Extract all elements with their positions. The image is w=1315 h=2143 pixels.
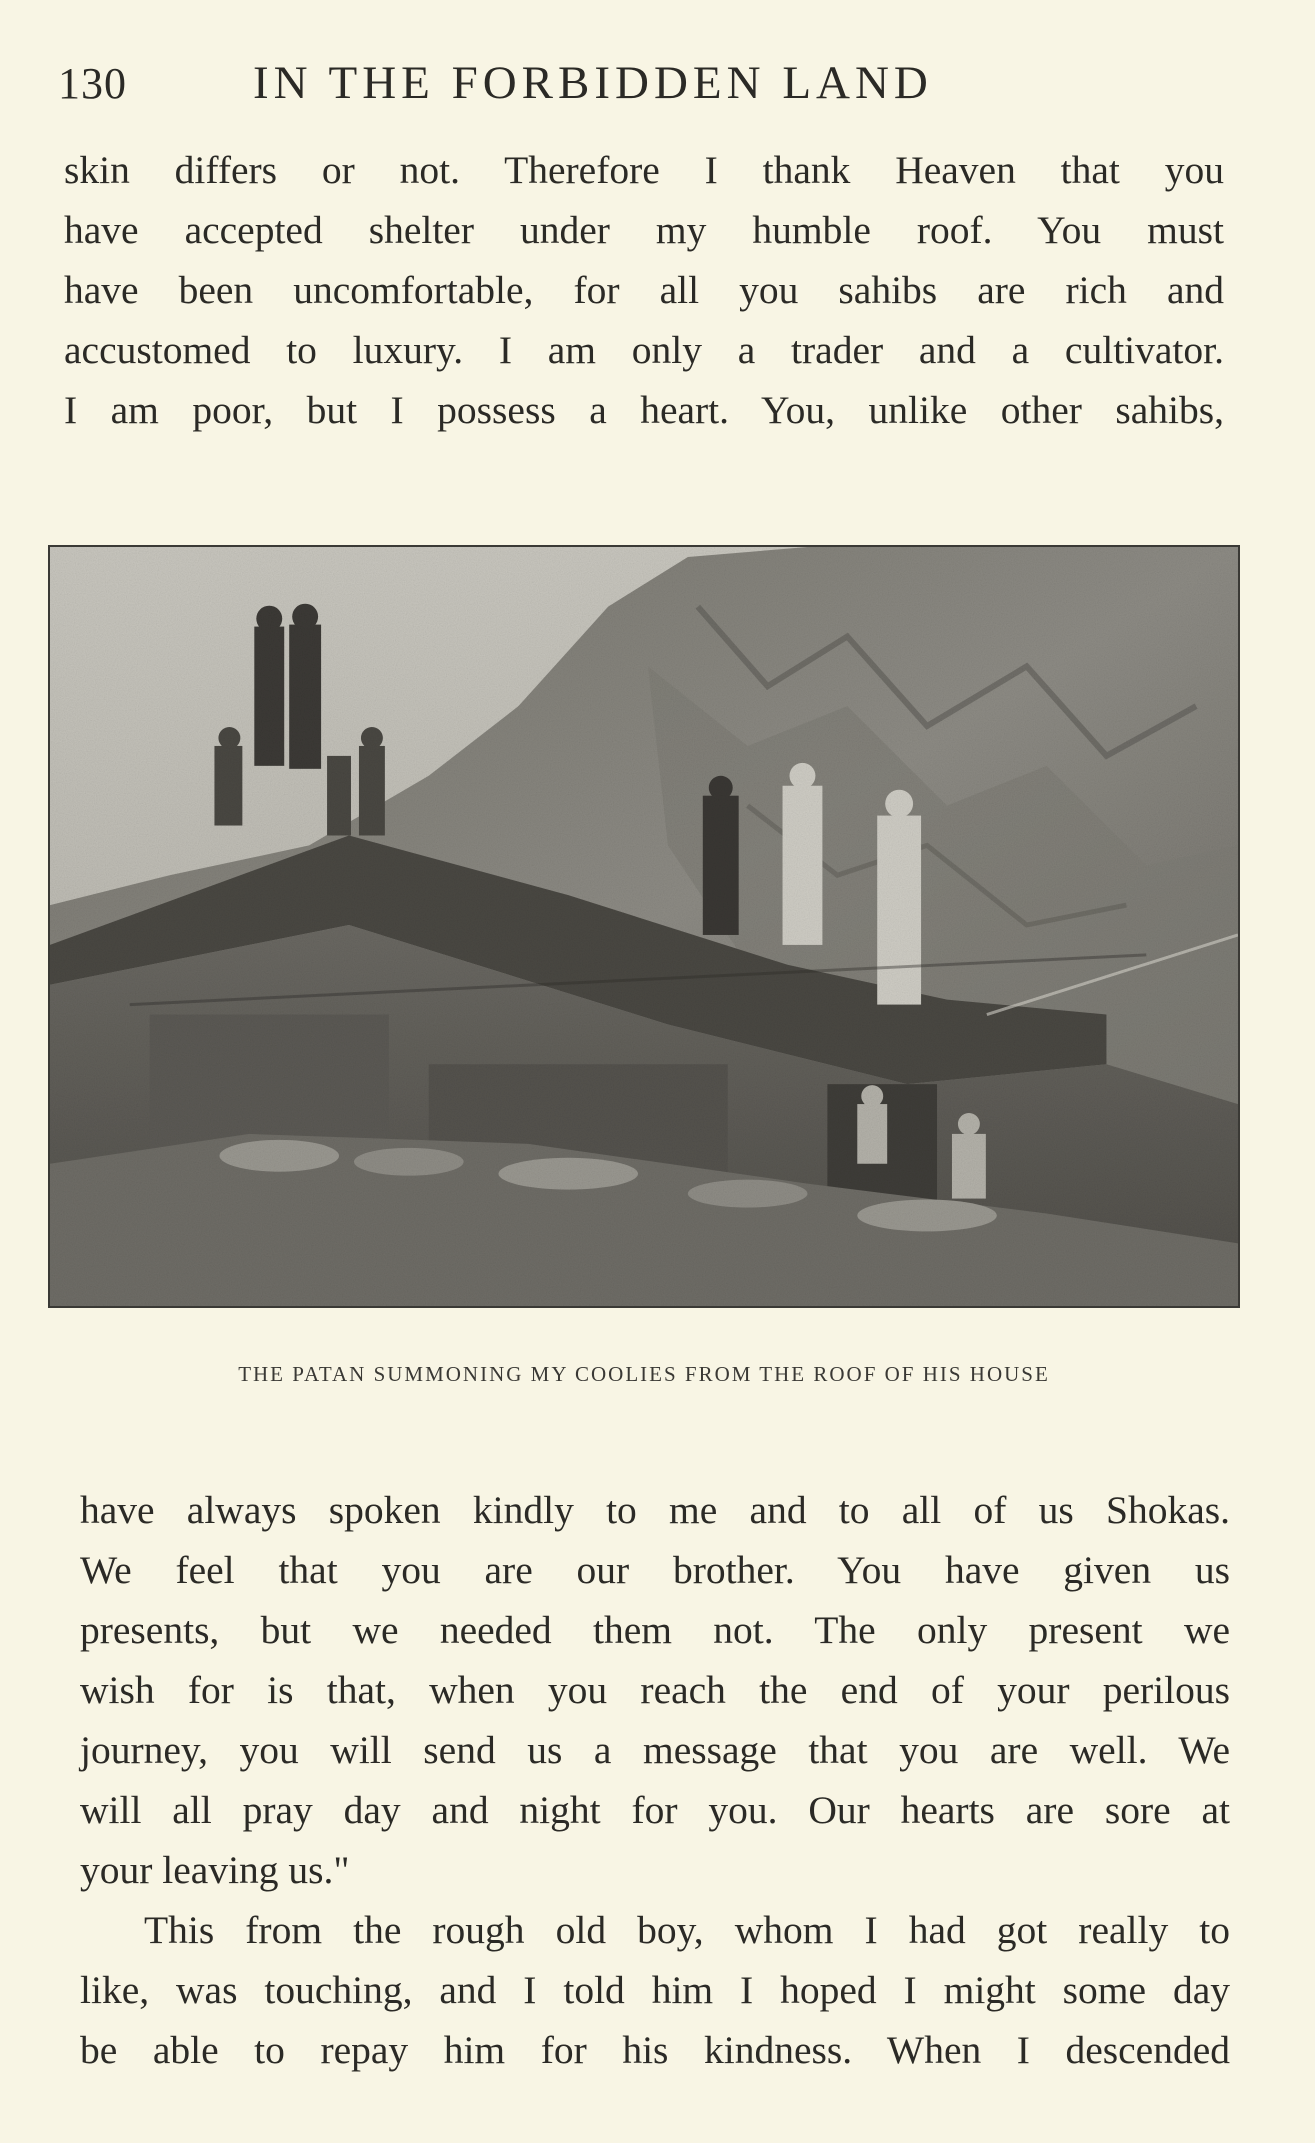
text-line: This from the rough old boy, whom I had got really to (144, 1908, 1230, 1952)
halftone-photograph (48, 545, 1240, 1308)
top-paragraph (64, 140, 1224, 440)
running-head (58, 50, 1038, 120)
text-line: presents, but we needed them not. The only present we (80, 1608, 1230, 1652)
running-title: IN THE FORBIDDEN LAND (253, 57, 933, 109)
text-line: your leaving us." (80, 1848, 350, 1892)
text-line: have been uncomfortable, for all you sahibs are rich and (64, 268, 1224, 312)
text-line: skin differs or not. Therefore I thank Heaven that you (64, 148, 1224, 192)
text-line: will all pray day and night for you. Our hearts are sore at (80, 1788, 1230, 1832)
photo-illustration (50, 547, 1238, 1306)
text-line: be able to repay him for his kindness. When I descended (80, 2028, 1230, 2072)
text-line: We feel that you are our brother. You have given us (80, 1548, 1230, 1592)
bottom-paragraphs (80, 1480, 1230, 2080)
text-line: journey, you will send us a message that you are well. We (80, 1728, 1230, 1772)
figure-caption: THE PATAN SUMMONING MY COOLIES FROM THE ROOF OF HIS HOUSE (238, 1362, 1050, 1386)
text-line: I am poor, but I possess a heart. You, unlike other sahibs, (64, 388, 1224, 432)
text-line: like, was touching, and I told him I hoped I might some day (80, 1968, 1230, 2012)
text-line: have accepted shelter under my humble roof. You must (64, 208, 1224, 252)
text-line: accustomed to luxury. I am only a trader and a cultivator. (64, 328, 1224, 372)
text-line: wish for is that, when you reach the end of your perilous (80, 1668, 1230, 1712)
page-number: 130 (58, 59, 127, 108)
text-line: have always spoken kindly to me and to all of us Shokas. (80, 1488, 1230, 1532)
